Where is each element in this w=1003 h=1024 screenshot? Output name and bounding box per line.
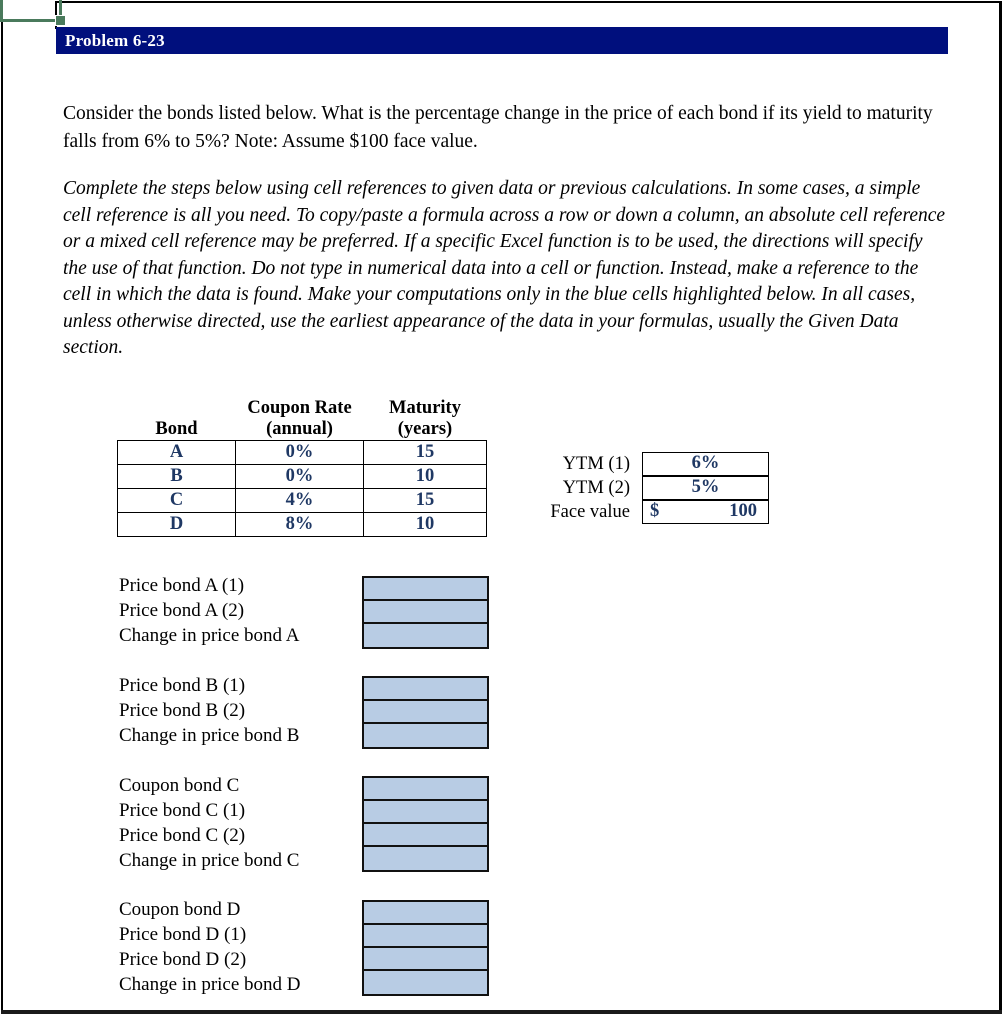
- answer-labels-bond-a: [119, 573, 299, 648]
- fill-handle[interactable]: [55, 15, 66, 26]
- label-coupon-bond-d: Coupon bond D: [119, 899, 241, 920]
- input-cell[interactable]: [364, 678, 487, 701]
- answer-labels-bond-d: [119, 897, 301, 997]
- input-cell[interactable]: [364, 902, 487, 925]
- input-cell[interactable]: [364, 601, 487, 624]
- label-face-value: Face value: [550, 502, 630, 522]
- input-cell[interactable]: [364, 701, 487, 724]
- input-cell[interactable]: [364, 724, 487, 747]
- cell-bond-name[interactable]: A: [118, 441, 236, 465]
- input-cells-bond-c: [362, 776, 489, 872]
- label-price-bond-c-2: Price bond C (2): [119, 825, 246, 846]
- table-row: [118, 489, 487, 513]
- value-ytm2[interactable]: 5%: [642, 476, 769, 500]
- column-header-bond-line1: [118, 398, 236, 419]
- table-row: [118, 441, 487, 465]
- value-ytm1[interactable]: 6%: [642, 452, 769, 476]
- input-cell[interactable]: [364, 801, 487, 824]
- label-coupon-bond-c: Coupon bond C: [119, 775, 240, 796]
- cell-coupon-rate[interactable]: 0%: [236, 441, 364, 465]
- label-price-bond-b-1: Price bond B (1): [119, 675, 246, 696]
- input-cells-bond-d: [362, 900, 489, 996]
- label-change-price-bond-b: Change in price bond B: [119, 725, 300, 746]
- column-header-coupon-rate: [236, 398, 364, 441]
- table-row: [118, 513, 487, 537]
- label-change-price-bond-a: Change in price bond A: [119, 625, 300, 646]
- cell-coupon-rate[interactable]: 8%: [236, 513, 364, 537]
- face-value-amount: 100: [729, 501, 757, 521]
- input-cell[interactable]: [364, 971, 487, 994]
- input-cell[interactable]: [364, 847, 487, 870]
- label-ytm2: YTM (2): [562, 478, 630, 498]
- cell-bond-name[interactable]: D: [118, 513, 236, 537]
- parameters-table: [518, 452, 769, 524]
- selected-cell-outline[interactable]: [0, 0, 62, 22]
- currency-symbol: $: [650, 501, 660, 521]
- cell-coupon-rate[interactable]: 0%: [236, 465, 364, 489]
- label-price-bond-d-2: Price bond D (2): [119, 949, 247, 970]
- parameter-row-face-value: [518, 500, 769, 524]
- given-data-table: [117, 398, 487, 537]
- label-price-bond-a-2: Price bond A (2): [119, 600, 245, 621]
- cell-maturity[interactable]: 10: [364, 513, 487, 537]
- page-title: Problem 6-23: [56, 27, 948, 54]
- cell-coupon-rate[interactable]: 4%: [236, 489, 364, 513]
- input-cells-bond-b: [362, 676, 489, 749]
- input-cell[interactable]: [364, 824, 487, 847]
- parameter-row-ytm1: [518, 452, 769, 476]
- value-face-value[interactable]: [642, 500, 769, 524]
- input-cell[interactable]: [364, 624, 487, 647]
- sheet-border-left: [1, 22, 3, 1012]
- label-ytm1: YTM (1): [562, 454, 630, 474]
- input-cell[interactable]: [364, 948, 487, 971]
- sheet-border-bottom: [1, 1010, 1002, 1014]
- sheet-border-top: [55, 1, 1001, 3]
- problem-statement: Consider the bonds listed below. What is the percentage change in the price of each bond if its yield to maturity falls from 6% to 5%? Note: Assume $100 face value.: [63, 103, 933, 152]
- cell-maturity[interactable]: 15: [364, 489, 487, 513]
- cell-bond-name[interactable]: B: [118, 465, 236, 489]
- sheet-border-right: [999, 1, 1002, 1012]
- input-cell[interactable]: [364, 578, 487, 601]
- input-cell[interactable]: [364, 925, 487, 948]
- column-header-bond-line2: Bond: [155, 419, 198, 439]
- answer-labels-bond-c: [119, 773, 299, 873]
- label-change-price-bond-d: Change in price bond D: [119, 974, 301, 995]
- input-cells-bond-a: [362, 576, 489, 649]
- label-price-bond-a-1: Price bond A (1): [119, 575, 245, 596]
- parameter-row-ytm2: [518, 476, 769, 500]
- cell-bond-name[interactable]: C: [118, 489, 236, 513]
- column-header-coupon-line1: Coupon Rate: [247, 398, 352, 418]
- label-price-bond-c-1: Price bond C (1): [119, 800, 246, 821]
- column-header-bond: [118, 398, 236, 441]
- label-price-bond-d-1: Price bond D (1): [119, 924, 247, 945]
- column-header-maturity-line1: Maturity: [389, 398, 461, 418]
- instructions-text: Complete the steps below using cell references to given data or previous calculations. In some cases, a simple cell reference is all you need. To copy/paste a formula across a row or down a column, an absolute cell reference or a mixed cell reference may be preferred. If a specific Excel function is to be used, the directions will specify the use of that function. Do not type in numerical data into a cell or function. Instead, make a reference to the cell in which the data is found. Make your computations only in the blue cells highlighted below. In all cases, unless otherwise directed, use the earliest appearance of the data in your formulas, usually the Given Data section.: [63, 178, 946, 358]
- column-header-maturity-line2: (years): [397, 419, 453, 439]
- input-cell[interactable]: [364, 778, 487, 801]
- answer-labels-bond-b: [119, 673, 299, 748]
- label-change-price-bond-c: Change in price bond C: [119, 850, 300, 871]
- column-header-coupon-line2: (annual): [266, 419, 333, 439]
- cell-maturity[interactable]: 10: [364, 465, 487, 489]
- table-row: [118, 465, 487, 489]
- cell-maturity[interactable]: 15: [364, 441, 487, 465]
- column-header-maturity: [364, 398, 487, 441]
- label-price-bond-b-2: Price bond B (2): [119, 700, 246, 721]
